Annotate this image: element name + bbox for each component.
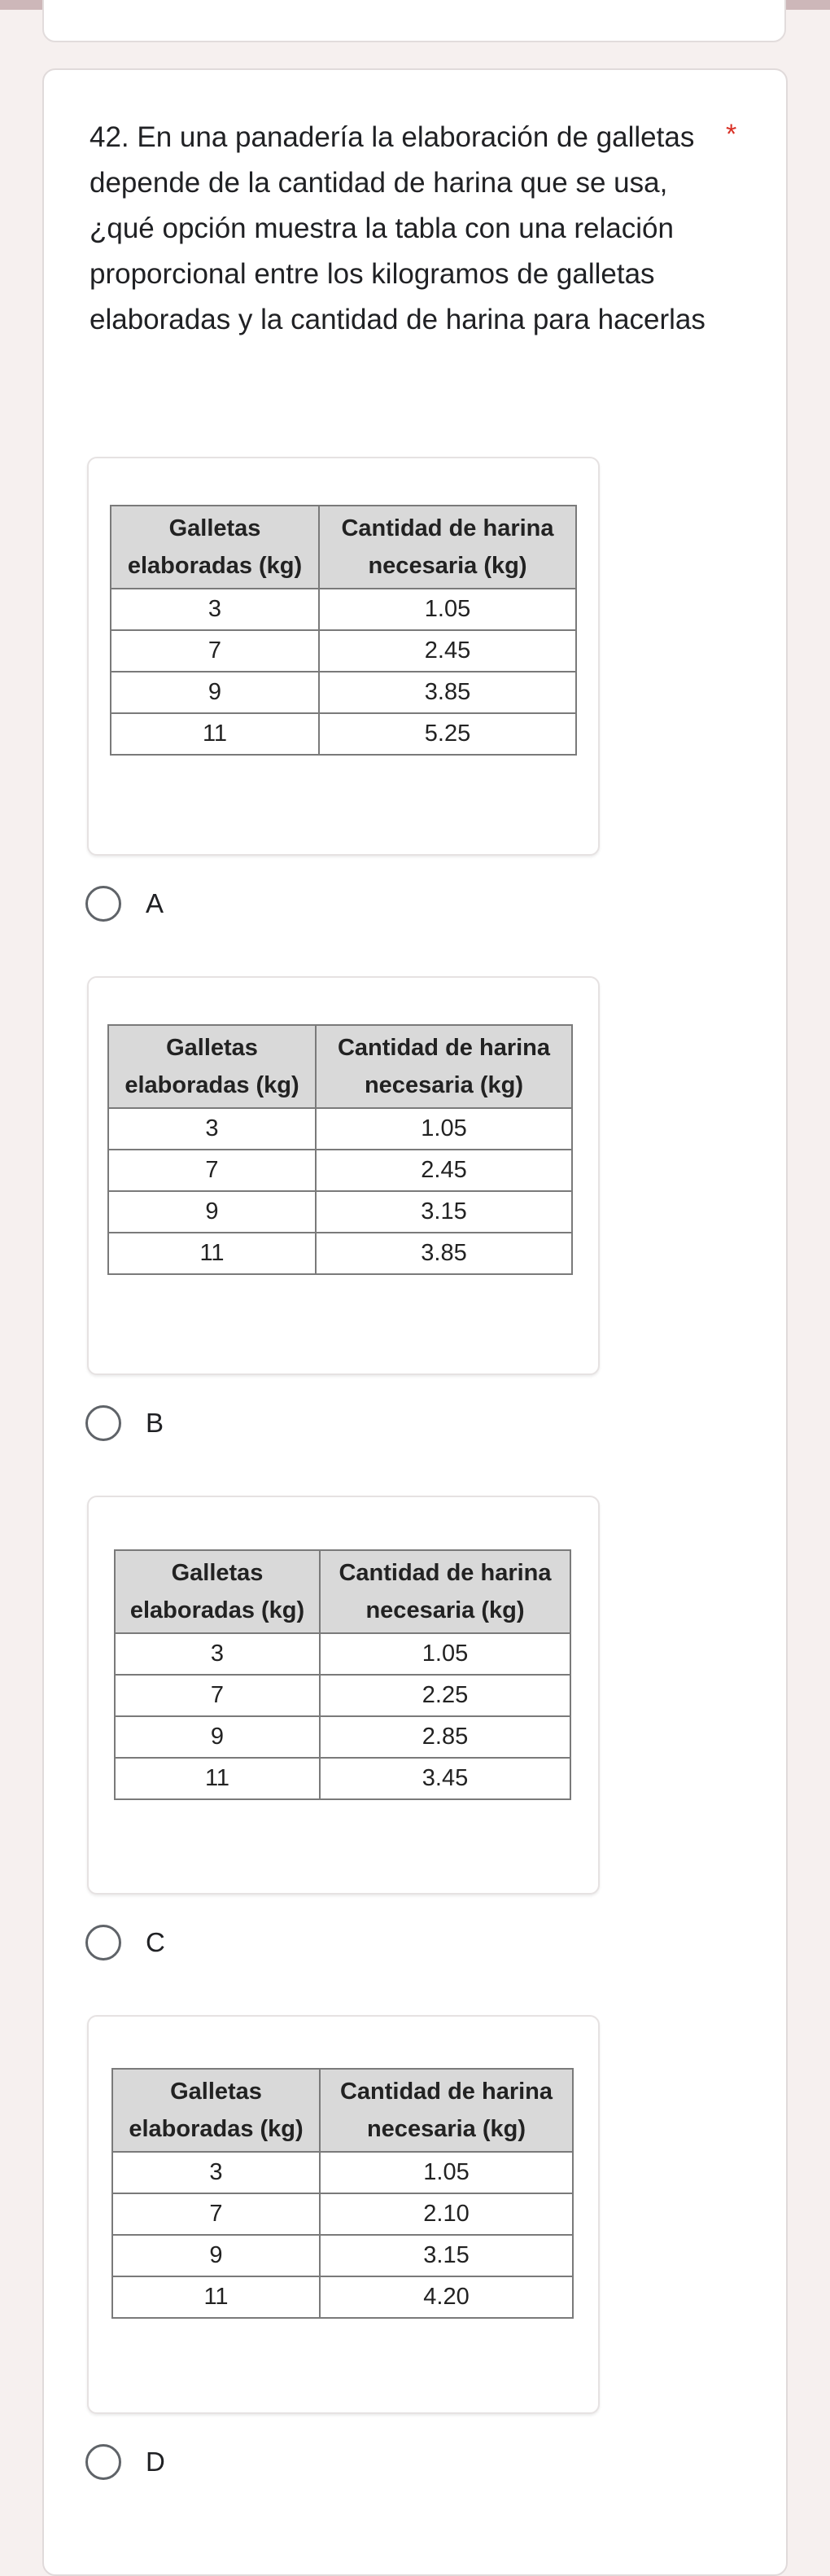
table-cell: 7 bbox=[111, 630, 319, 672]
table-cell: 9 bbox=[108, 1191, 316, 1233]
table-row bbox=[111, 589, 576, 630]
table-cell: 9 bbox=[111, 672, 319, 713]
table-cell: 1.05 bbox=[319, 589, 576, 630]
option-a-table bbox=[110, 505, 577, 756]
option-c-table bbox=[114, 1549, 571, 1800]
option-d-row[interactable] bbox=[85, 2442, 165, 2482]
table-cell: 1.05 bbox=[320, 1633, 570, 1675]
table-header-harina: Cantidad de harina necesaria (kg) bbox=[320, 2069, 573, 2152]
table-cell: 1.05 bbox=[316, 1108, 572, 1150]
option-d-table bbox=[111, 2068, 574, 2319]
option-b-table bbox=[107, 1024, 573, 1275]
question-text: 42. En una panadería la elaboración de galletas depende de la cantidad de harina que se usa, ¿qué opción muestra la tabla con una relación proporcional entre los kilogramos de galletas elaboradas y la cantidad de harina para hacerlas bbox=[90, 121, 706, 335]
table-header-row bbox=[111, 506, 576, 589]
table-row bbox=[115, 1716, 570, 1758]
table-cell: 2.25 bbox=[320, 1675, 570, 1716]
table-row bbox=[111, 672, 576, 713]
table-row bbox=[108, 1191, 572, 1233]
table-cell: 7 bbox=[115, 1675, 320, 1716]
table-cell: 7 bbox=[112, 2193, 320, 2235]
table-header-harina: Cantidad de harina necesaria (kg) bbox=[320, 1550, 570, 1633]
table-cell: 11 bbox=[115, 1758, 320, 1799]
table-cell: 3.15 bbox=[316, 1191, 572, 1233]
table-cell: 3.45 bbox=[320, 1758, 570, 1799]
option-a-radio[interactable] bbox=[85, 886, 121, 922]
table-header-row bbox=[112, 2069, 573, 2152]
option-c-row[interactable] bbox=[85, 1922, 165, 1963]
table-row bbox=[112, 2193, 573, 2235]
table-row bbox=[108, 1150, 572, 1191]
table-cell: 11 bbox=[112, 2276, 320, 2318]
table-header-row bbox=[108, 1025, 572, 1108]
option-a-label[interactable]: A bbox=[146, 888, 164, 918]
table-row bbox=[115, 1633, 570, 1675]
table-row bbox=[111, 630, 576, 672]
option-c-radio[interactable] bbox=[85, 1925, 121, 1960]
table-row bbox=[112, 2235, 573, 2276]
table-cell: 1.05 bbox=[320, 2152, 573, 2193]
option-d-radio[interactable] bbox=[85, 2444, 121, 2480]
option-b-radio[interactable] bbox=[85, 1405, 121, 1441]
table-cell: 7 bbox=[108, 1150, 316, 1191]
table-row bbox=[108, 1233, 572, 1274]
table-cell: 2.85 bbox=[320, 1716, 570, 1758]
option-c-label[interactable]: C bbox=[146, 1927, 165, 1957]
table-cell: 4.20 bbox=[320, 2276, 573, 2318]
table-cell: 3 bbox=[115, 1633, 320, 1675]
table-cell: 2.45 bbox=[316, 1150, 572, 1191]
table-cell: 3 bbox=[112, 2152, 320, 2193]
table-cell: 3.15 bbox=[320, 2235, 573, 2276]
table-cell: 11 bbox=[111, 713, 319, 755]
table-row bbox=[115, 1675, 570, 1716]
table-header-galletas: Galletas elaboradas (kg) bbox=[112, 2069, 320, 2152]
option-b-label[interactable]: B bbox=[146, 1408, 164, 1438]
table-row bbox=[108, 1108, 572, 1150]
table-header-row bbox=[115, 1550, 570, 1633]
option-a-row[interactable] bbox=[85, 883, 164, 924]
table-cell: 5.25 bbox=[319, 713, 576, 755]
table-header-galletas: Galletas elaboradas (kg) bbox=[115, 1550, 320, 1633]
required-asterisk: * bbox=[726, 119, 737, 150]
table-row bbox=[112, 2152, 573, 2193]
option-b-row[interactable] bbox=[85, 1403, 164, 1444]
table-row bbox=[111, 713, 576, 755]
table-header-galletas: Galletas elaboradas (kg) bbox=[111, 506, 319, 589]
table-row bbox=[112, 2276, 573, 2318]
table-cell: 3 bbox=[108, 1108, 316, 1150]
table-cell: 3.85 bbox=[319, 672, 576, 713]
table-cell: 2.10 bbox=[320, 2193, 573, 2235]
table-cell: 2.45 bbox=[319, 630, 576, 672]
table-cell: 3 bbox=[111, 589, 319, 630]
table-header-galletas: Galletas elaboradas (kg) bbox=[108, 1025, 316, 1108]
table-header-harina: Cantidad de harina necesaria (kg) bbox=[319, 506, 576, 589]
table-cell: 9 bbox=[115, 1716, 320, 1758]
table-cell: 3.85 bbox=[316, 1233, 572, 1274]
table-row bbox=[115, 1758, 570, 1799]
option-d-label[interactable]: D bbox=[146, 2447, 165, 2477]
table-header-harina: Cantidad de harina necesaria (kg) bbox=[316, 1025, 572, 1108]
table-cell: 11 bbox=[108, 1233, 316, 1274]
previous-question-card bbox=[42, 0, 786, 42]
table-cell: 9 bbox=[112, 2235, 320, 2276]
